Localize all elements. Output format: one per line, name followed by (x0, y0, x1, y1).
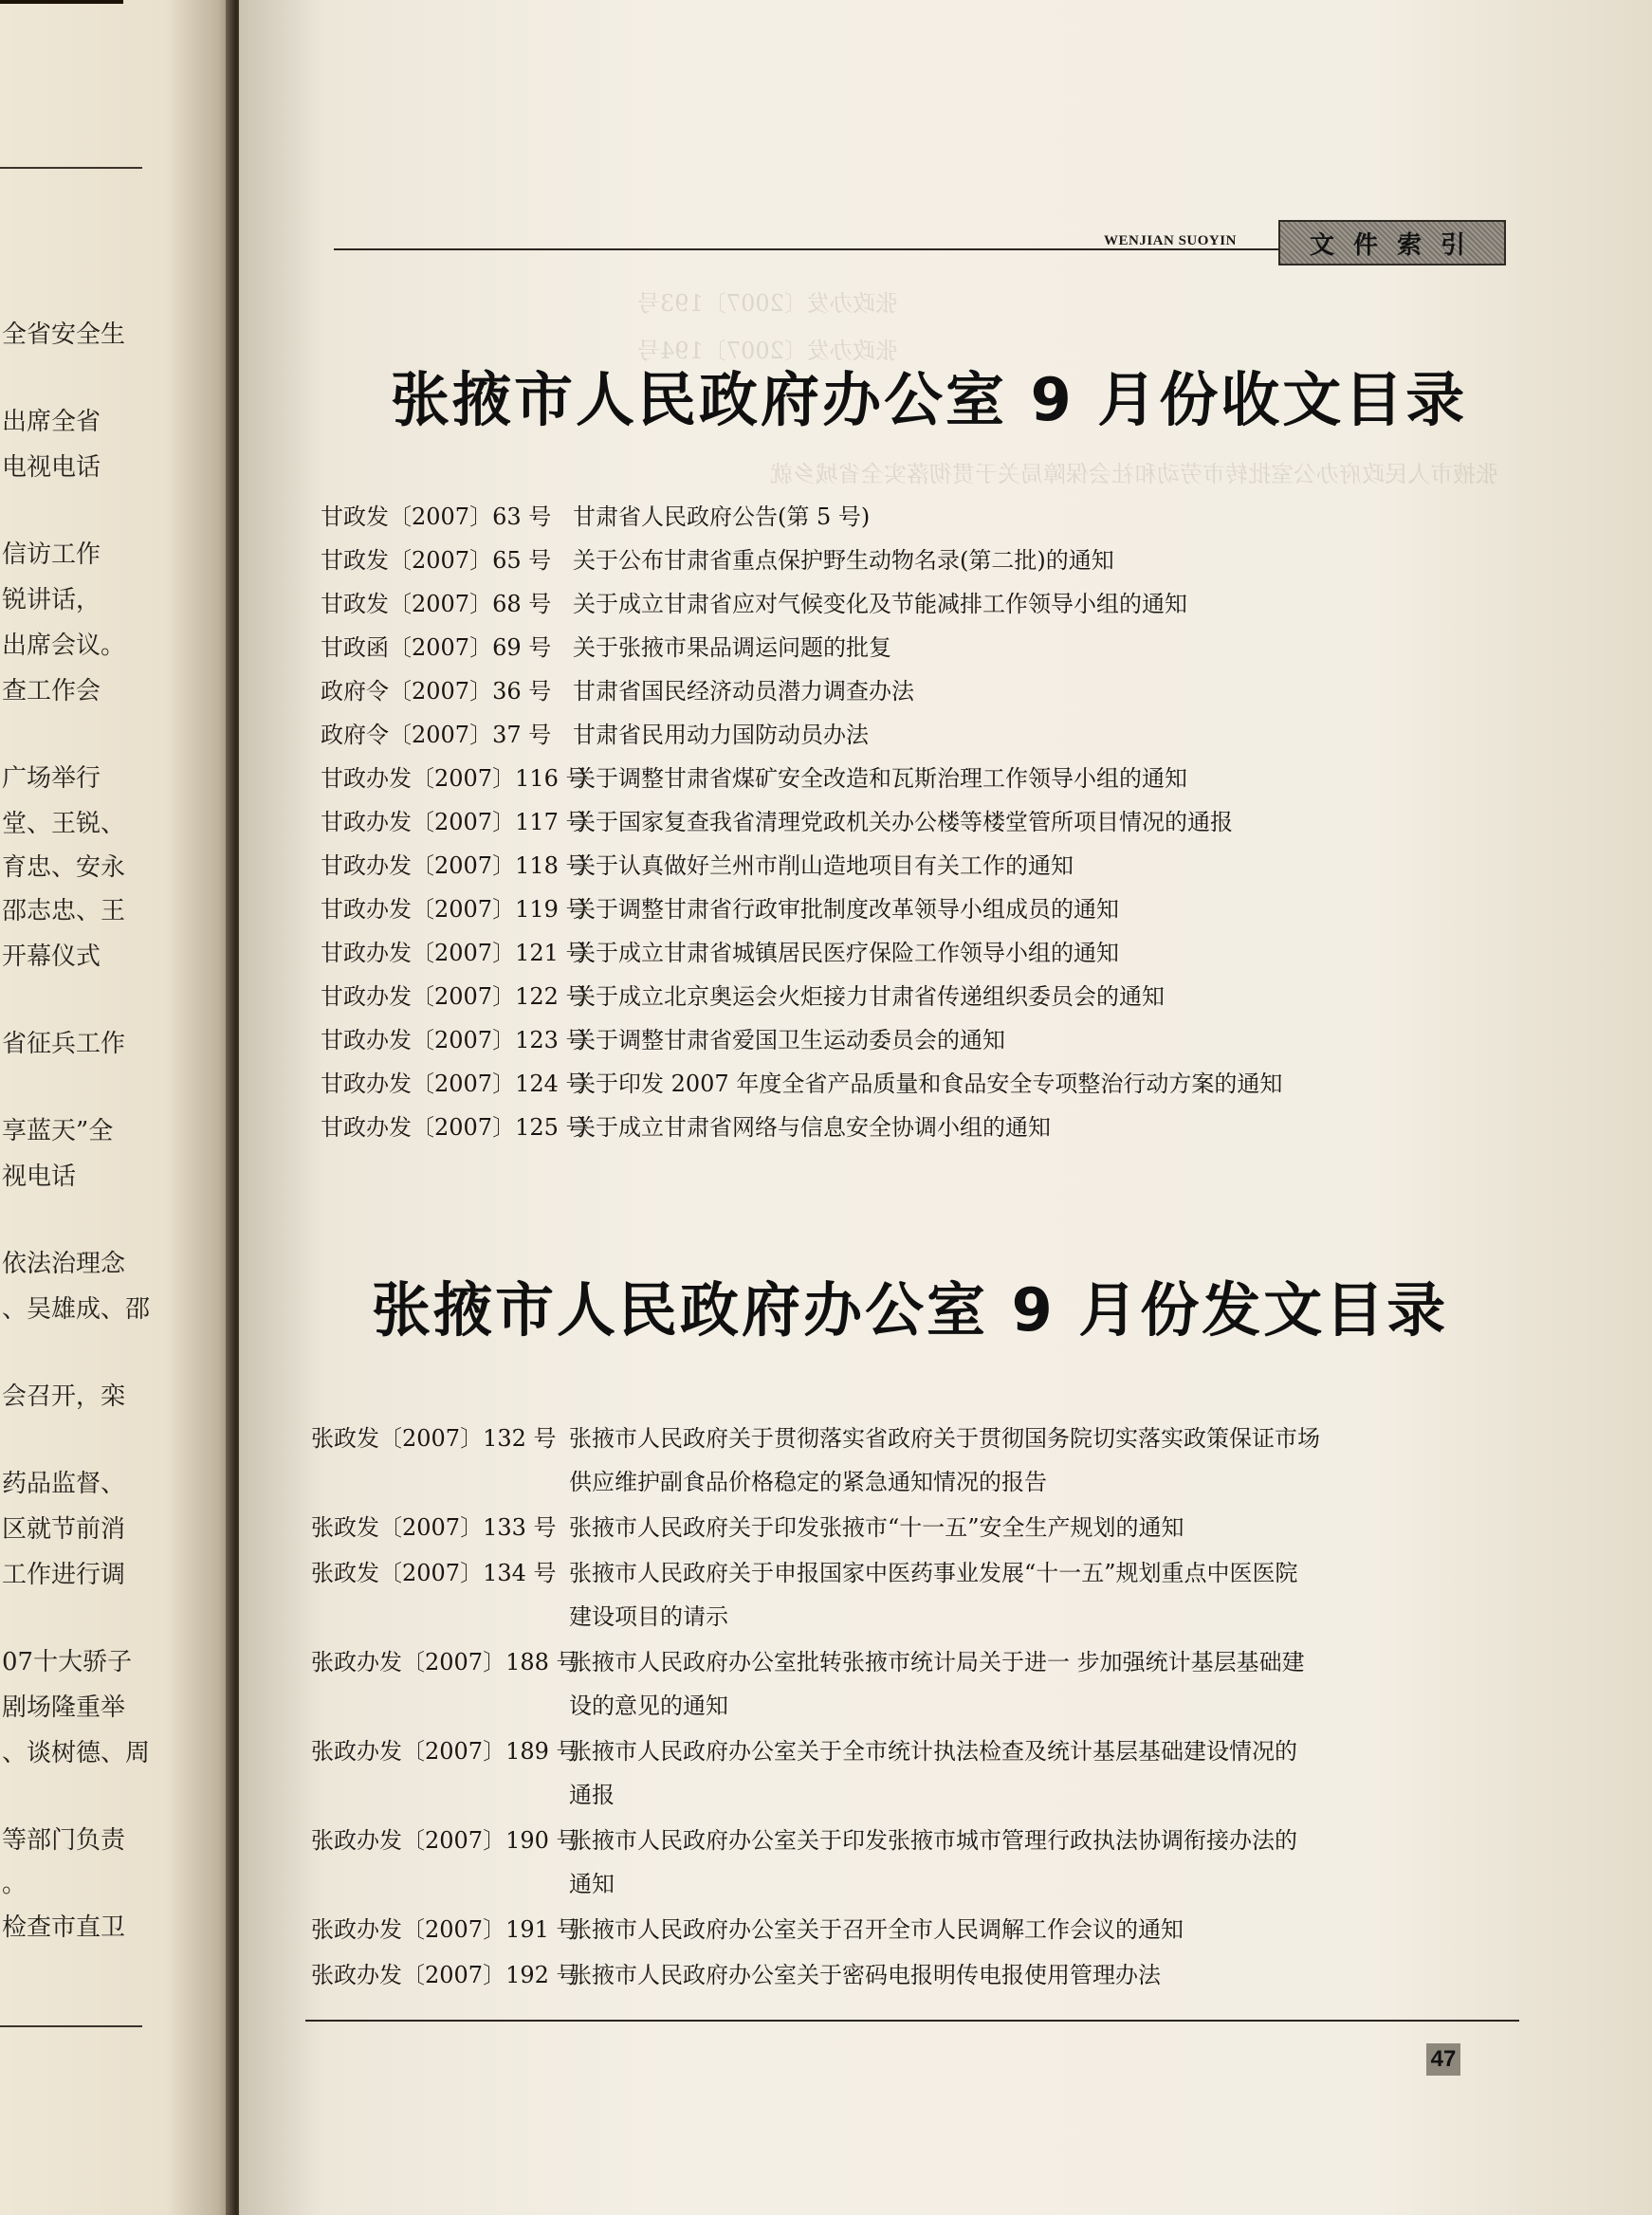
document-number: 张政办发〔2007〕191 号 (311, 1916, 579, 1943)
document-number: 政府令〔2007〕37 号 (321, 722, 552, 748)
left-page-text-fragment: 视电话 (2, 1162, 77, 1191)
left-page-text-fragment: 。 (2, 1870, 28, 1898)
document-number: 甘政函〔2007〕69 号 (321, 634, 552, 661)
document-number: 张政发〔2007〕132 号 (311, 1425, 557, 1452)
left-page-text-fragment: 出席会议。 (2, 632, 126, 660)
document-number: 甘政办发〔2007〕121 号 (321, 940, 589, 966)
received-list-title: 张掖市人民政府办公室 9 月份收文目录 (391, 365, 1468, 434)
document-title: 关于调整甘肃省煤矿安全改造和瓦斯治理工作领导小组的通知 (573, 765, 1187, 792)
document-title: 甘肃省国民经济动员潜力调查办法 (573, 678, 914, 705)
header-section-label: 文件索引 (1309, 230, 1484, 260)
document-number: 张政发〔2007〕134 号 (311, 1560, 557, 1586)
left-page-text-fragment: 会召开，栾 (2, 1382, 126, 1411)
document-title: 关于成立北京奥运会火炬接力甘肃省传递组织委员会的通知 (573, 983, 1165, 1010)
document-number: 甘政办发〔2007〕119 号 (321, 896, 589, 923)
document-number: 政府令〔2007〕36 号 (321, 678, 552, 705)
document-title: 张掖市人民政府关于贯彻落实省政府关于贯彻国务院切实落实政策保证市场 (569, 1425, 1320, 1452)
document-title: 关于认真做好兰州市削山造地项目有关工作的通知 (573, 852, 1074, 879)
left-page-text-fragment: 药品监督、 (2, 1470, 126, 1498)
left-page-text-fragment: 检查市直卫 (2, 1913, 126, 1942)
document-title: 关于成立甘肃省城镇居民医疗保险工作领导小组的通知 (573, 940, 1119, 966)
document-title: 甘肃省人民政府公告(第 5 号) (573, 503, 871, 530)
document-title: 关于印发 2007 年度全省产品质量和食品安全专项整治行动方案的通知 (573, 1071, 1283, 1097)
scan-border (0, 0, 123, 4)
document-number: 甘政发〔2007〕68 号 (321, 591, 552, 617)
document-number: 甘政发〔2007〕63 号 (321, 503, 552, 530)
left-page-text-fragment: 广场举行 (2, 764, 101, 793)
document-title: 张掖市人民政府办公室关于密码电报明传电报使用管理办法 (569, 1962, 1161, 1988)
left-page-text-fragment: 省征兵工作 (2, 1030, 126, 1058)
left-page-text-fragment: 工作进行调 (2, 1561, 126, 1589)
document-number: 张政办发〔2007〕188 号 (311, 1649, 579, 1675)
left-page-text-fragment: 电视电话 (2, 453, 101, 482)
document-title: 关于成立甘肃省应对气候变化及节能减排工作领导小组的通知 (573, 591, 1187, 617)
document-number: 甘政办发〔2007〕116 号 (321, 765, 589, 792)
document-number: 甘政办发〔2007〕125 号 (321, 1114, 589, 1141)
left-page-text-fragment: 育忠、安永 (2, 853, 126, 882)
issued-list-title: 张掖市人民政府办公室 9 月份发文目录 (372, 1275, 1449, 1345)
document-number: 张政发〔2007〕133 号 (311, 1514, 557, 1541)
bleed-through-text: 张政办发〔2007〕194号 (637, 338, 898, 364)
document-title: 通报 (569, 1782, 615, 1808)
document-title: 关于国家复查我省清理党政机关办公楼等楼堂管所项目情况的通报 (573, 809, 1233, 835)
header-section-tab (1278, 220, 1506, 265)
left-page-text-fragment: 邵志忠、王 (2, 897, 126, 925)
document-number: 张政办发〔2007〕190 号 (311, 1827, 579, 1854)
document-title: 建设项目的请示 (569, 1603, 728, 1630)
document-title: 关于张掖市果品调运问题的批复 (573, 634, 891, 661)
left-page-text-fragment: 区就节前消 (2, 1515, 126, 1544)
bleed-through-text: 张掖市人民政府办公室批转市劳动和社会保障局关于贯彻落实全省城乡就 (770, 461, 1498, 487)
document-title: 张掖市人民政府办公室关于全市统计执法检查及统计基层基础建设情况的 (569, 1738, 1297, 1765)
header-section-en: WENJIAN SUOYIN (1104, 233, 1237, 248)
document-number: 甘政办发〔2007〕118 号 (321, 852, 589, 879)
document-title: 通知 (569, 1871, 615, 1897)
left-page-text-fragment: 全省安全生 (2, 320, 126, 349)
left-page-text-fragment: 信访工作 (2, 540, 101, 569)
left-page-text-fragment: 享蓝天”全 (2, 1117, 114, 1145)
document-number: 甘政发〔2007〕65 号 (321, 547, 552, 574)
left-page-rule (0, 167, 142, 169)
page-number: 47 (1426, 2043, 1460, 2076)
left-page-text-fragment: 、谈树德、周 (2, 1739, 151, 1767)
right-page (239, 0, 1652, 2215)
document-title: 关于调整甘肃省行政审批制度改革领导小组成员的通知 (573, 896, 1119, 923)
document-title: 设的意见的通知 (569, 1693, 728, 1719)
left-page-text-fragment: 等部门负责 (2, 1826, 126, 1855)
left-page-text-fragment: 依法治理念 (2, 1250, 126, 1278)
document-number: 甘政办发〔2007〕122 号 (321, 983, 589, 1010)
left-page (0, 0, 237, 2215)
document-title: 关于成立甘肃省网络与信息安全协调小组的通知 (573, 1114, 1051, 1141)
left-page-text-fragment: 出席全省 (2, 408, 101, 436)
left-page-text-fragment: 07十大骄子 (2, 1648, 133, 1676)
document-title: 张掖市人民政府办公室关于印发张掖市城市管理行政执法协调衔接办法的 (569, 1827, 1297, 1854)
document-title: 关于调整甘肃省爱国卫生运动委员会的通知 (573, 1027, 1005, 1053)
document-number: 甘政办发〔2007〕124 号 (321, 1071, 589, 1097)
document-title: 关于公布甘肃省重点保护野生动物名录(第二批)的通知 (573, 547, 1114, 574)
document-number: 张政办发〔2007〕189 号 (311, 1738, 579, 1765)
document-title: 张掖市人民政府办公室批转张掖市统计局关于进一 步加强统计基层基础建 (569, 1649, 1305, 1675)
footer-rule (305, 2020, 1519, 2022)
left-page-text-fragment: 、吴雄成、邵 (2, 1295, 151, 1324)
left-page-text-fragment: 堂、王锐、 (2, 810, 126, 838)
left-page-text-fragment: 查工作会 (2, 677, 101, 705)
left-page-text-fragment: 剧场隆重举 (2, 1693, 126, 1722)
bleed-through-text: 张政办发〔2007〕193号 (637, 290, 898, 317)
document-number: 甘政办发〔2007〕117 号 (321, 809, 589, 835)
document-title: 供应维护副食品价格稳定的紧急通知情况的报告 (569, 1469, 1047, 1495)
document-title: 张掖市人民政府关于申报国家中医药事业发展“十一五”规划重点中医医院 (569, 1560, 1298, 1586)
document-number: 张政办发〔2007〕192 号 (311, 1962, 579, 1988)
document-number: 甘政办发〔2007〕123 号 (321, 1027, 589, 1053)
left-page-rule (0, 2025, 142, 2027)
document-title: 张掖市人民政府关于印发张掖市“十一五”安全生产规划的通知 (569, 1514, 1184, 1541)
left-page-text-fragment: 开幕仪式 (2, 943, 101, 971)
left-page-text-fragment: 锐讲话， (2, 586, 101, 614)
document-title: 张掖市人民政府办公室关于召开全市人民调解工作会议的通知 (569, 1916, 1184, 1943)
document-title: 甘肃省民用动力国防动员办法 (573, 722, 869, 748)
